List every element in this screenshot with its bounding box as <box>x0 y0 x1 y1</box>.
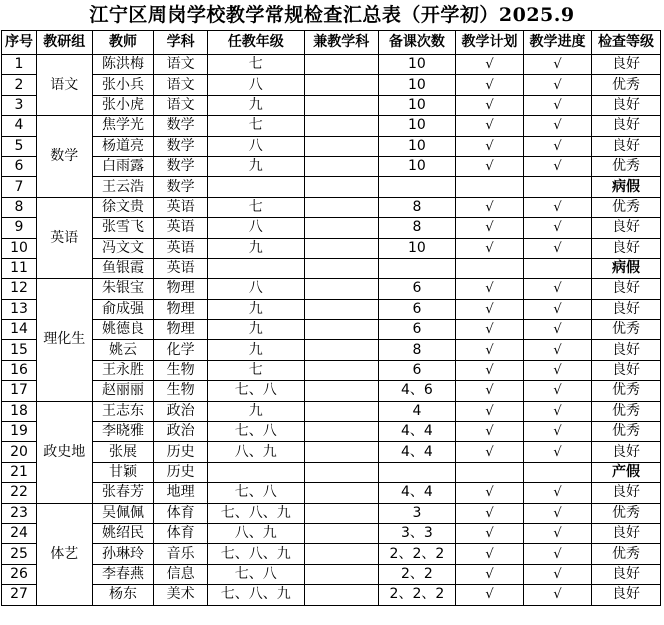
progress-check-icon: √ <box>523 320 591 340</box>
grade-cell: 八 <box>207 279 304 299</box>
plan-check-icon: √ <box>456 523 524 543</box>
prep-count-cell: 2、2 <box>378 564 455 584</box>
level-cell: 良好 <box>591 238 660 258</box>
teacher-cell: 焦学光 <box>92 116 154 136</box>
progress-cell <box>523 462 591 482</box>
level-cell: 良好 <box>591 116 660 136</box>
grade-cell <box>207 258 304 278</box>
row-number-cell: 12 <box>2 279 37 299</box>
header-cell: 学科 <box>154 31 208 55</box>
row-number-cell: 13 <box>2 299 37 319</box>
prep-count-cell: 10 <box>378 136 455 156</box>
extra-subject-cell <box>304 95 378 115</box>
subject-cell: 英语 <box>154 238 208 258</box>
teacher-cell: 朱银宝 <box>92 279 154 299</box>
extra-subject-cell <box>304 340 378 360</box>
extra-subject-cell <box>304 585 378 605</box>
plan-check-icon: √ <box>456 564 524 584</box>
level-cell: 良好 <box>591 279 660 299</box>
level-cell: 良好 <box>591 483 660 503</box>
grade-cell: 九 <box>207 401 304 421</box>
table-row <box>2 75 661 95</box>
table-row <box>2 483 661 503</box>
subject-cell: 数学 <box>154 177 208 197</box>
subject-cell: 历史 <box>154 462 208 482</box>
table-row <box>2 564 661 584</box>
subject-cell: 历史 <box>154 442 208 462</box>
row-number-cell: 19 <box>2 422 37 442</box>
subject-cell: 英语 <box>154 218 208 238</box>
grade-cell: 八、九 <box>207 523 304 543</box>
extra-subject-cell <box>304 381 378 401</box>
prep-count-cell: 2、2、2 <box>378 544 455 564</box>
row-number-cell: 25 <box>2 544 37 564</box>
extra-subject-cell <box>304 55 378 75</box>
grade-cell: 七、八 <box>207 564 304 584</box>
progress-check-icon: √ <box>523 238 591 258</box>
grade-cell: 九 <box>207 156 304 176</box>
grade-cell: 八 <box>207 218 304 238</box>
subject-cell: 音乐 <box>154 544 208 564</box>
row-number-cell: 3 <box>2 95 37 115</box>
subject-cell: 物理 <box>154 320 208 340</box>
progress-check-icon: √ <box>523 483 591 503</box>
subject-cell: 数学 <box>154 116 208 136</box>
grade-cell: 七、八 <box>207 381 304 401</box>
teacher-cell: 杨东 <box>92 585 154 605</box>
subject-cell: 体育 <box>154 503 208 523</box>
teacher-cell: 张小虎 <box>92 95 154 115</box>
teacher-cell: 张展 <box>92 442 154 462</box>
level-cell: 优秀 <box>591 320 660 340</box>
progress-check-icon: √ <box>523 585 591 605</box>
row-number-cell: 8 <box>2 197 37 217</box>
level-cell: 良好 <box>591 523 660 543</box>
table-row <box>2 462 661 482</box>
row-number-cell: 14 <box>2 320 37 340</box>
extra-subject-cell <box>304 483 378 503</box>
plan-check-icon: √ <box>456 299 524 319</box>
plan-check-icon: √ <box>456 544 524 564</box>
extra-subject-cell <box>304 360 378 380</box>
grade-cell: 九 <box>207 340 304 360</box>
teacher-cell: 张小兵 <box>92 75 154 95</box>
level-cell: 良好 <box>591 55 660 75</box>
grade-cell: 八、九 <box>207 442 304 462</box>
group-cell: 语文 <box>37 55 93 116</box>
extra-subject-cell <box>304 238 378 258</box>
row-number-cell: 20 <box>2 442 37 462</box>
progress-check-icon: √ <box>523 564 591 584</box>
extra-subject-cell <box>304 299 378 319</box>
grade-cell: 七 <box>207 360 304 380</box>
progress-check-icon: √ <box>523 401 591 421</box>
subject-cell: 化学 <box>154 340 208 360</box>
table-row <box>2 238 661 258</box>
progress-check-icon: √ <box>523 55 591 75</box>
group-cell: 体艺 <box>37 503 93 605</box>
grade-cell <box>207 177 304 197</box>
prep-count-cell: 10 <box>378 156 455 176</box>
table-row <box>2 258 661 278</box>
prep-count-cell <box>378 177 455 197</box>
prep-count-cell: 4、4 <box>378 442 455 462</box>
prep-count-cell: 6 <box>378 299 455 319</box>
grade-cell: 七、八、九 <box>207 585 304 605</box>
prep-count-cell: 6 <box>378 279 455 299</box>
row-number-cell: 15 <box>2 340 37 360</box>
header-cell: 序号 <box>2 31 37 55</box>
subject-cell: 语文 <box>154 75 208 95</box>
teacher-cell: 白雨露 <box>92 156 154 176</box>
table-row <box>2 136 661 156</box>
plan-check-icon: √ <box>456 197 524 217</box>
plan-cell <box>456 177 524 197</box>
extra-subject-cell <box>304 401 378 421</box>
subject-cell: 体育 <box>154 523 208 543</box>
table-row <box>2 197 661 217</box>
table-row <box>2 422 661 442</box>
level-cell: 良好 <box>591 299 660 319</box>
extra-subject-cell <box>304 197 378 217</box>
prep-count-cell: 10 <box>378 55 455 75</box>
progress-check-icon: √ <box>523 381 591 401</box>
progress-check-icon: √ <box>523 442 591 462</box>
teacher-cell: 甘颖 <box>92 462 154 482</box>
row-number-cell: 23 <box>2 503 37 523</box>
grade-cell: 九 <box>207 238 304 258</box>
table-row <box>2 55 661 75</box>
table-row <box>2 177 661 197</box>
teacher-cell: 吴佩佩 <box>92 503 154 523</box>
table-row <box>2 156 661 176</box>
progress-check-icon: √ <box>523 523 591 543</box>
plan-check-icon: √ <box>456 401 524 421</box>
table-row <box>2 218 661 238</box>
prep-count-cell: 8 <box>378 340 455 360</box>
table-row <box>2 299 661 319</box>
teacher-cell: 徐文贵 <box>92 197 154 217</box>
table-row <box>2 116 661 136</box>
level-cell: 优秀 <box>591 401 660 421</box>
prep-count-cell: 8 <box>378 197 455 217</box>
subject-cell: 英语 <box>154 197 208 217</box>
progress-check-icon: √ <box>523 340 591 360</box>
header-cell: 教研组 <box>37 31 93 55</box>
subject-cell: 信息 <box>154 564 208 584</box>
progress-check-icon: √ <box>523 279 591 299</box>
plan-check-icon: √ <box>456 279 524 299</box>
extra-subject-cell <box>304 564 378 584</box>
page-title: 江宁区周岗学校教学常规检查汇总表（开学初）2025.9 <box>89 4 575 26</box>
header-cell: 备课次数 <box>378 31 455 55</box>
row-number-cell: 1 <box>2 55 37 75</box>
row-number-cell: 11 <box>2 258 37 278</box>
progress-check-icon: √ <box>523 136 591 156</box>
prep-count-cell: 8 <box>378 218 455 238</box>
group-cell: 数学 <box>37 116 93 198</box>
extra-subject-cell <box>304 523 378 543</box>
plan-check-icon: √ <box>456 116 524 136</box>
progress-check-icon: √ <box>523 422 591 442</box>
plan-check-icon: √ <box>456 238 524 258</box>
row-number-cell: 6 <box>2 156 37 176</box>
level-cell: 病假 <box>591 177 660 197</box>
grade-cell: 七、八 <box>207 422 304 442</box>
extra-subject-cell <box>304 503 378 523</box>
prep-count-cell: 6 <box>378 360 455 380</box>
extra-subject-cell <box>304 116 378 136</box>
teacher-cell: 李春燕 <box>92 564 154 584</box>
teacher-cell: 孙琳玲 <box>92 544 154 564</box>
row-number-cell: 2 <box>2 75 37 95</box>
subject-cell: 物理 <box>154 279 208 299</box>
plan-check-icon: √ <box>456 442 524 462</box>
table-body <box>2 55 661 606</box>
subject-cell: 语文 <box>154 55 208 75</box>
teacher-cell: 鱼银霞 <box>92 258 154 278</box>
prep-count-cell: 4 <box>378 401 455 421</box>
row-number-cell: 7 <box>2 177 37 197</box>
teacher-cell: 陈洪梅 <box>92 55 154 75</box>
progress-check-icon: √ <box>523 218 591 238</box>
teacher-cell: 张雪飞 <box>92 218 154 238</box>
progress-check-icon: √ <box>523 503 591 523</box>
table-row <box>2 442 661 462</box>
prep-count-cell <box>378 258 455 278</box>
subject-cell: 政治 <box>154 422 208 442</box>
grade-cell: 九 <box>207 299 304 319</box>
teacher-cell: 姚绍民 <box>92 523 154 543</box>
row-number-cell: 16 <box>2 360 37 380</box>
table-row <box>2 381 661 401</box>
subject-cell: 数学 <box>154 156 208 176</box>
subject-cell: 生物 <box>154 381 208 401</box>
table-row <box>2 279 661 299</box>
extra-subject-cell <box>304 156 378 176</box>
subject-cell: 英语 <box>154 258 208 278</box>
extra-subject-cell <box>304 320 378 340</box>
teacher-cell: 姚云 <box>92 340 154 360</box>
row-number-cell: 21 <box>2 462 37 482</box>
teacher-cell: 张春芳 <box>92 483 154 503</box>
grade-cell <box>207 462 304 482</box>
level-cell: 良好 <box>591 340 660 360</box>
header-cell: 教师 <box>92 31 154 55</box>
plan-check-icon: √ <box>456 483 524 503</box>
extra-subject-cell <box>304 544 378 564</box>
extra-subject-cell <box>304 75 378 95</box>
prep-count-cell: 4、4 <box>378 483 455 503</box>
plan-check-icon: √ <box>456 136 524 156</box>
header-cell: 教学计划 <box>456 31 524 55</box>
progress-check-icon: √ <box>523 197 591 217</box>
table-row <box>2 360 661 380</box>
level-cell: 良好 <box>591 136 660 156</box>
teacher-cell: 王云浩 <box>92 177 154 197</box>
table-row <box>2 320 661 340</box>
row-number-cell: 24 <box>2 523 37 543</box>
level-cell: 良好 <box>591 360 660 380</box>
prep-count-cell: 4、4 <box>378 422 455 442</box>
prep-count-cell: 4、6 <box>378 381 455 401</box>
grade-cell: 九 <box>207 320 304 340</box>
progress-check-icon: √ <box>523 360 591 380</box>
level-cell: 优秀 <box>591 75 660 95</box>
prep-count-cell: 6 <box>378 320 455 340</box>
level-cell: 优秀 <box>591 503 660 523</box>
row-number-cell: 22 <box>2 483 37 503</box>
extra-subject-cell <box>304 422 378 442</box>
header-cell: 任教年级 <box>207 31 304 55</box>
grade-cell: 七、八 <box>207 483 304 503</box>
prep-count-cell: 10 <box>378 238 455 258</box>
prep-count-cell: 10 <box>378 95 455 115</box>
table-row <box>2 340 661 360</box>
plan-check-icon: √ <box>456 156 524 176</box>
grade-cell: 七 <box>207 197 304 217</box>
plan-check-icon: √ <box>456 340 524 360</box>
subject-cell: 政治 <box>154 401 208 421</box>
prep-count-cell: 2、2、2 <box>378 585 455 605</box>
teacher-cell: 王永胜 <box>92 360 154 380</box>
subject-cell: 语文 <box>154 95 208 115</box>
header-cell: 检查等级 <box>591 31 660 55</box>
teacher-cell: 李晓雅 <box>92 422 154 442</box>
teacher-cell: 冯文文 <box>92 238 154 258</box>
row-number-cell: 17 <box>2 381 37 401</box>
extra-subject-cell <box>304 442 378 462</box>
grade-cell: 九 <box>207 95 304 115</box>
teacher-cell: 赵丽丽 <box>92 381 154 401</box>
level-cell: 良好 <box>591 585 660 605</box>
inspection-table <box>1 30 661 606</box>
teacher-cell: 俞成强 <box>92 299 154 319</box>
table-row <box>2 401 661 421</box>
group-cell: 理化生 <box>37 279 93 401</box>
progress-check-icon: √ <box>523 544 591 564</box>
level-cell: 优秀 <box>591 422 660 442</box>
subject-cell: 美术 <box>154 585 208 605</box>
level-cell: 优秀 <box>591 544 660 564</box>
progress-check-icon: √ <box>523 156 591 176</box>
level-cell: 良好 <box>591 442 660 462</box>
prep-count-cell: 10 <box>378 75 455 95</box>
table-row <box>2 585 661 605</box>
plan-check-icon: √ <box>456 320 524 340</box>
grade-cell: 七、八、九 <box>207 503 304 523</box>
grade-cell: 八 <box>207 136 304 156</box>
level-cell: 优秀 <box>591 156 660 176</box>
grade-cell: 七、八、九 <box>207 544 304 564</box>
table-row <box>2 544 661 564</box>
prep-count-cell: 10 <box>378 116 455 136</box>
plan-check-icon: √ <box>456 503 524 523</box>
teacher-cell: 杨道亮 <box>92 136 154 156</box>
progress-cell <box>523 177 591 197</box>
header-row <box>2 31 661 55</box>
teacher-cell: 姚德良 <box>92 320 154 340</box>
row-number-cell: 26 <box>2 564 37 584</box>
grade-cell: 八 <box>207 75 304 95</box>
level-cell: 优秀 <box>591 381 660 401</box>
progress-check-icon: √ <box>523 75 591 95</box>
header-cell: 兼教学科 <box>304 31 378 55</box>
table-row <box>2 523 661 543</box>
plan-cell <box>456 462 524 482</box>
table-row <box>2 503 661 523</box>
prep-count-cell: 3、3 <box>378 523 455 543</box>
row-number-cell: 27 <box>2 585 37 605</box>
plan-check-icon: √ <box>456 55 524 75</box>
table-row <box>2 95 661 115</box>
prep-count-cell <box>378 462 455 482</box>
plan-cell <box>456 258 524 278</box>
extra-subject-cell <box>304 258 378 278</box>
grade-cell: 七 <box>207 55 304 75</box>
level-cell: 病假 <box>591 258 660 278</box>
progress-check-icon: √ <box>523 95 591 115</box>
plan-check-icon: √ <box>456 218 524 238</box>
progress-check-icon: √ <box>523 116 591 136</box>
row-number-cell: 9 <box>2 218 37 238</box>
progress-cell <box>523 258 591 278</box>
extra-subject-cell <box>304 177 378 197</box>
level-cell: 良好 <box>591 564 660 584</box>
header-cell: 教学进度 <box>523 31 591 55</box>
plan-check-icon: √ <box>456 360 524 380</box>
row-number-cell: 4 <box>2 116 37 136</box>
extra-subject-cell <box>304 279 378 299</box>
plan-check-icon: √ <box>456 95 524 115</box>
extra-subject-cell <box>304 218 378 238</box>
grade-cell: 七 <box>207 116 304 136</box>
row-number-cell: 5 <box>2 136 37 156</box>
row-number-cell: 18 <box>2 401 37 421</box>
subject-cell: 生物 <box>154 360 208 380</box>
subject-cell: 物理 <box>154 299 208 319</box>
level-cell: 产假 <box>591 462 660 482</box>
plan-check-icon: √ <box>456 585 524 605</box>
level-cell: 良好 <box>591 95 660 115</box>
extra-subject-cell <box>304 462 378 482</box>
subject-cell: 数学 <box>154 136 208 156</box>
group-cell: 英语 <box>37 197 93 279</box>
prep-count-cell: 3 <box>378 503 455 523</box>
plan-check-icon: √ <box>456 381 524 401</box>
progress-check-icon: √ <box>523 299 591 319</box>
level-cell: 优秀 <box>591 197 660 217</box>
plan-check-icon: √ <box>456 75 524 95</box>
group-cell: 政史地 <box>37 401 93 503</box>
row-number-cell: 10 <box>2 238 37 258</box>
extra-subject-cell <box>304 136 378 156</box>
plan-check-icon: √ <box>456 422 524 442</box>
teacher-cell: 王志东 <box>92 401 154 421</box>
subject-cell: 地理 <box>154 483 208 503</box>
level-cell: 良好 <box>591 218 660 238</box>
